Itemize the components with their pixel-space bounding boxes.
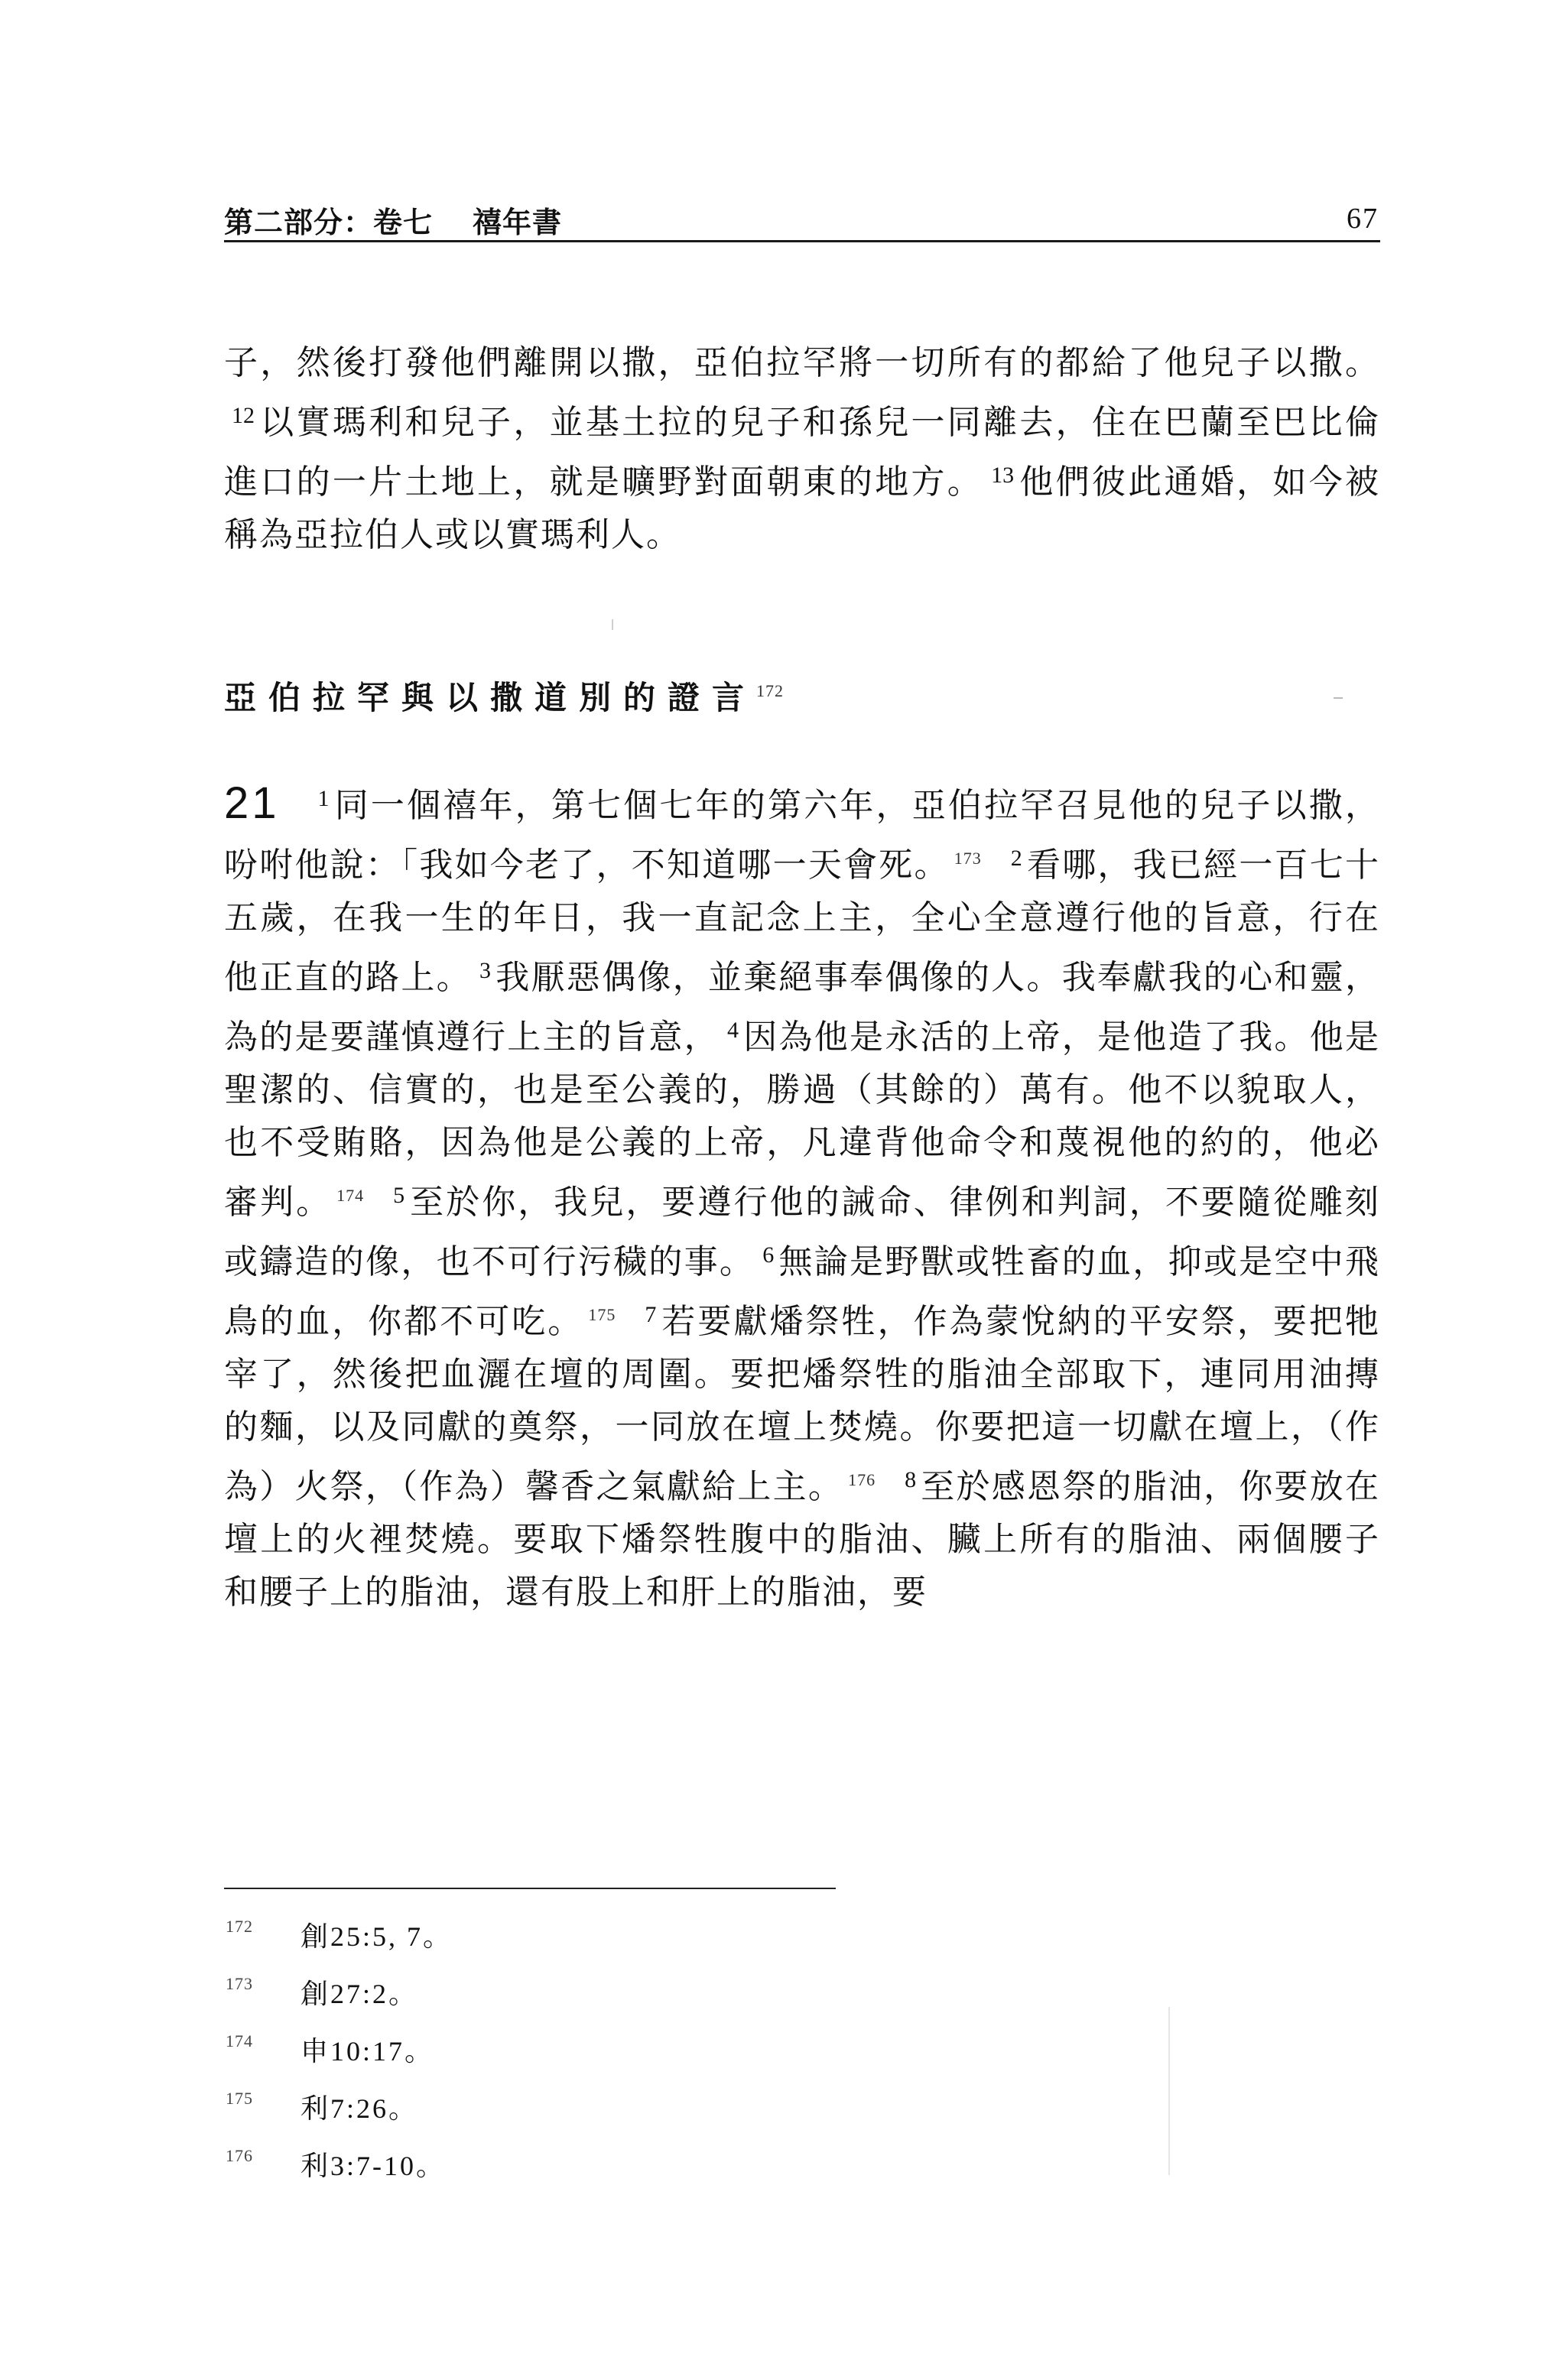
header-section: 第二部分：卷七	[224, 206, 434, 239]
footnote-text: 利3:7-10。	[301, 2151, 446, 2181]
section-heading	[224, 673, 805, 719]
verse-text: 若要獻燔祭牲，作為蒙悅納的平安祭，要把牠宰了，然後把血灑在壇的周圍。要把燔祭牲的脂油全部取下，連同用油摶的麵，以及同獻的奠祭，一同放在壇上焚燒。你要把這一切獻在壇上，（作為）火祭，（作為）馨香之氣獻給上主。	[224, 1302, 1381, 1506]
print-mark	[612, 619, 613, 630]
footnote-number: 175	[226, 2089, 253, 2108]
verse-text: 無論是野獸或牲畜的血，抑或是空中飛鳥的血，你都不可吃。	[224, 1242, 1380, 1341]
chapter-21-paragraph	[224, 772, 1380, 1619]
header-book-title: 禧年書	[473, 206, 563, 239]
header-title	[224, 199, 562, 241]
footnote-ref: 172	[756, 681, 785, 700]
footnote-number: 174	[226, 2031, 253, 2050]
verse-number: 13	[991, 463, 1015, 488]
verse-number: 5	[393, 1183, 405, 1208]
footnote-item	[224, 2030, 989, 2087]
footnote-number: 172	[226, 1917, 253, 1936]
chapter-number: 21	[224, 778, 280, 828]
verse-text: 因為他是永活的上帝，是他造了我。他是聖潔的、信實的，也是至公義的，勝過（其餘的）萬有。他不以貌取人，也不受賄賂，因為他是公義的上帝，凡違背他命令和蔑視他的約的，他必審判。	[224, 1018, 1380, 1222]
verse-number: 1	[317, 786, 330, 811]
verse-number: 7	[645, 1302, 657, 1327]
section-title: 亞伯拉罕與以撒道別的證言	[224, 679, 757, 716]
footnote-item	[224, 1915, 989, 1973]
print-mark	[1168, 2007, 1170, 2175]
verse-text: 我厭惡偶像，並棄絕事奉偶像的人。我奉獻我的心和靈，為的是要謹慎遵行上主的旨意，	[224, 958, 1380, 1057]
print-mark	[1334, 697, 1343, 699]
verse-number: 4	[726, 1018, 739, 1043]
footnote-separator	[224, 1888, 836, 1889]
footnote-text: 創25:5, 7。	[301, 1921, 453, 1952]
footnote-ref: 173	[954, 849, 982, 868]
footnote-ref: 174	[336, 1186, 365, 1205]
footnote-number: 176	[226, 2146, 253, 2165]
footnote-item	[224, 2145, 989, 2202]
footnote-ref: 175	[588, 1305, 616, 1324]
sentence: 子，然後打發他們離開以撒，亞伯拉罕將一切所有的都給了他兒子以撒。	[224, 343, 1380, 382]
page-number: 67	[1347, 203, 1379, 235]
running-header	[224, 197, 1380, 242]
verse-text: 同一個禧年，第七個七年的第六年，亞伯拉罕召見他的兒子以撒，吩咐他說：「我如今老了，不知道哪一天會死。	[224, 786, 1380, 885]
footnote-text: 申10:17。	[301, 2036, 435, 2067]
verse-text: 至於你，我兒，要遵行他的誡命、律例和判詞，不要隨從雕刻或鑄造的像，也不可行污穢的事。	[224, 1183, 1381, 1281]
footnote-item	[224, 1973, 989, 2030]
footnote-list	[224, 1915, 989, 2202]
footnote-ref: 176	[848, 1470, 876, 1489]
footnote-text: 創27:2。	[301, 1979, 419, 2009]
verse-text: 至於感恩祭的脂油，你要放在壇上的火裡焚燒。要取下燔祭牲腹中的脂油、臟上所有的脂油、兩個腰子和腰子上的脂油，還有股上和肝上的脂油，要	[224, 1467, 1381, 1612]
verse-number: 3	[479, 958, 491, 983]
verse-number: 6	[762, 1242, 775, 1268]
sentence: 以實瑪利和兒子，並基土拉的兒子和孫兒一同離去，住在巴蘭至巴比倫進口的一片土地上，就是曠野對面朝東的地方。	[224, 403, 1380, 502]
verse-text: 看哪，我已經一百七十五歲，在我一生的年日，我一直記念上主，全心全意遵行他的旨意，行在他正直的路上。	[224, 846, 1381, 997]
verse-number: 12	[232, 403, 255, 428]
verse-number: 8	[905, 1467, 917, 1492]
verse-number: 2	[1010, 846, 1022, 871]
footnote-item	[224, 2087, 989, 2145]
paragraph-continued	[224, 336, 1380, 561]
sentence: 他們彼此通婚，如今被稱為亞拉伯人或以實瑪利人。	[224, 463, 1381, 554]
footnote-number: 173	[226, 1974, 253, 1993]
footnote-text: 利7:26。	[301, 2093, 419, 2124]
